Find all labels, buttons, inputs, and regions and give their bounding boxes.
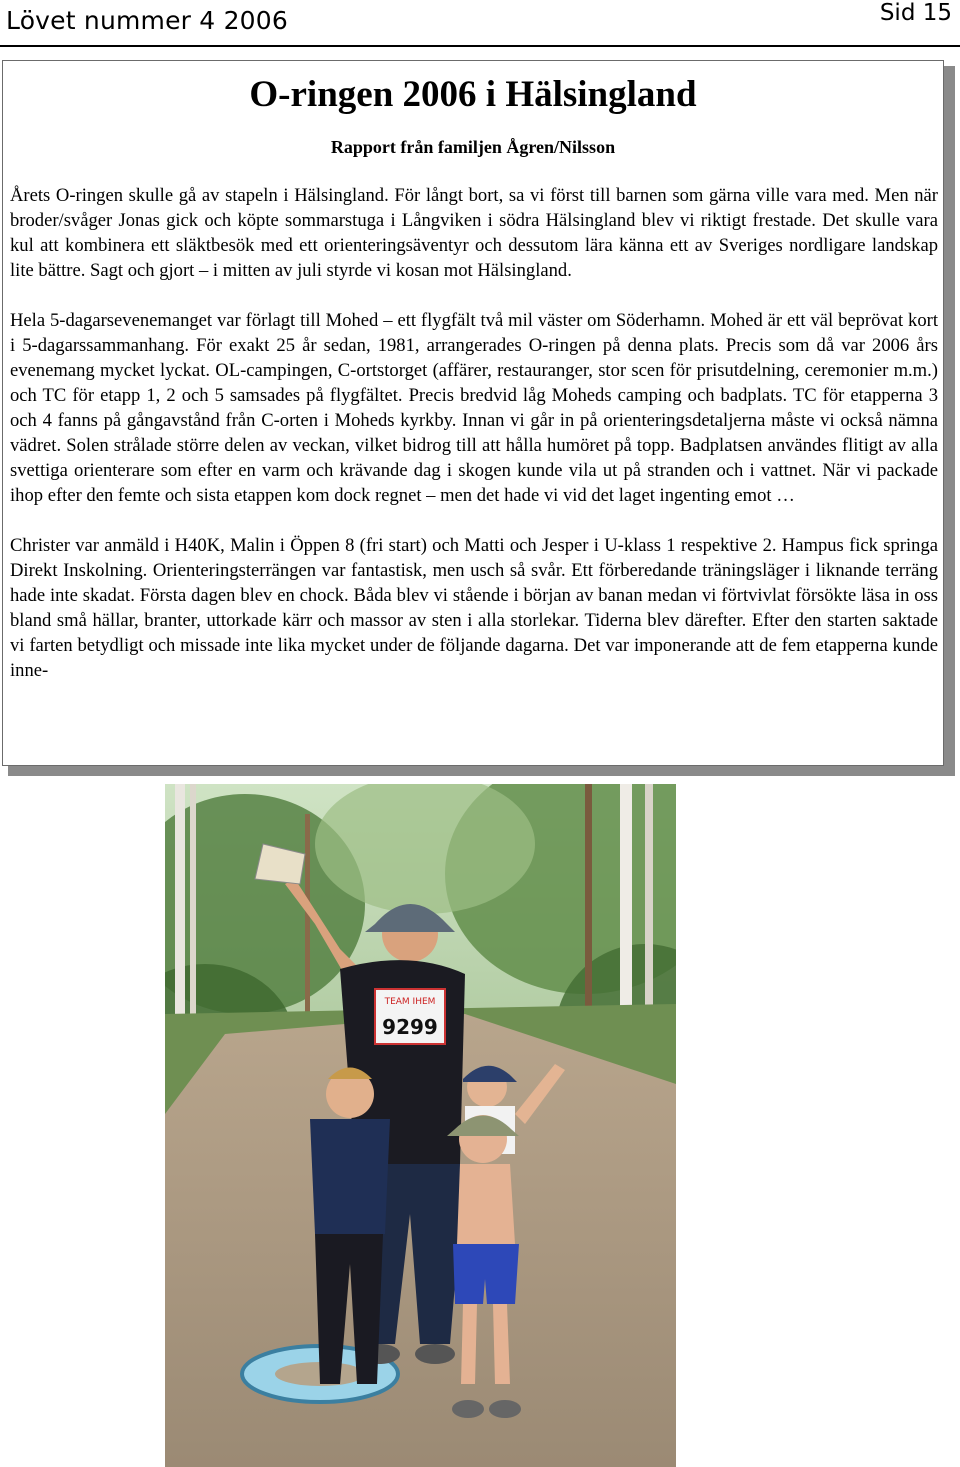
paragraph: Hela 5-dagarsevenemanget var förlagt till Mohed – ett flygfält två mil väster om Söderhamn. Mohed är ett väl beprövat kort i 5-dagarssammanhang. För exakt 25 år sedan, 1981, arrangerades O-ringen på denna plats. Precis som då var 2006 års evenemang mycket lyckat. OL-campingen, C-ortstorget (affärer, restauranger, stor scen för prisutdelning, ceremonier m.m.) och TC för etapp 1, 2 och 5 samsades på flygfältet. Precis bredvid låg Moheds camping och badplats. TC för etapperna 3 och 4 fanns på gångavstånd från C-orten i Moheds kyrkby. Innan vi går in på orienteringsdetaljerna måste vi också nämna vädret. Solen strålade större delen av veckan, vilket bidrog till att hålla humöret på topp. Badplatsen användes flitigt av alla svettiga orienterare som efter en varm och krävande dag i skogen kunde vila ut på stranden och i vattnet. När vi packade ihop efter den femte och sista etappen kom dock regnet – men det hade vi vid det laget ingenting emot … bbox=[10, 310, 938, 506]
publication-title: Lövet nummer 4 2006 bbox=[6, 6, 288, 35]
article-body bbox=[10, 183, 938, 683]
page-number: Sid 15 bbox=[879, 0, 952, 26]
paragraph: Årets O-ringen skulle gå av stapeln i Hälsingland. För långt bort, sa vi först till barnen som gärna ville vara med. Men när broder/svåger Jonas gick och köpte sommarstuga i Långviken i södra Hälsingland blev vi riktigt frestade. Det skulle vara kul att kombinera ett släktbesök med ett orienteringsäventyr och dessutom lära känna ett av Sveriges nordligare landskap lite bättre. Sagt och gjort – i mitten av juli styrde vi kosan mot Hälsingland. bbox=[10, 185, 938, 281]
bib-top-text: TEAM IHEM bbox=[384, 997, 436, 1007]
paragraph: Christer var anmäld i H40K, Malin i Öppen 8 (fri start) och Matti och Jesper i U-klass 1 respektive 2. Hampus fick springa Direkt Inskolning. Orienteringsterrängen var fantastisk, men usch så svår. Ett förberedande träningsläger i liknande terräng hade inte skadat. Första dagen blev en chock. Båda blev vi stående i början av banan medan vi förtvivlat försökte läsa in oss bland små hällar, branter, uttorkade kärr och massor av sten i alla storlekar. Tiderna blev därefter. Efter den starten saktade vi farten betydligt och missade inte lika mycket under de följande dagarna. Det var imponerande att de fem etapperna kunde inne- bbox=[10, 535, 938, 681]
article-title: O-ringen 2006 i Hälsingland bbox=[249, 74, 697, 115]
page-header bbox=[0, 0, 960, 48]
article-byline: Rapport från familjen Ågren/Nilsson bbox=[330, 137, 616, 157]
article-box bbox=[2, 60, 944, 766]
family-photo bbox=[165, 784, 676, 1467]
header-rule bbox=[0, 45, 960, 47]
bib-number: 9299 bbox=[382, 1015, 438, 1039]
